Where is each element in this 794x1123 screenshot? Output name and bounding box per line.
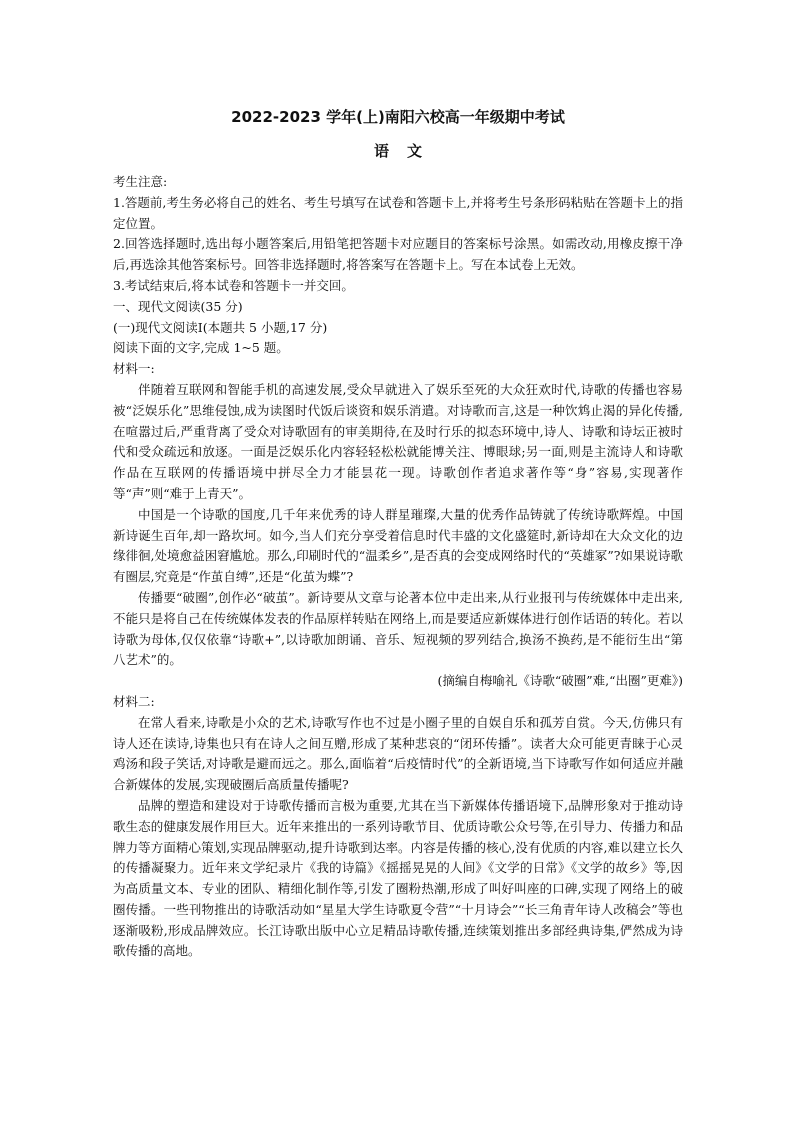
material-two-paragraph: 在常人看来,诗歌是小众的艺术,诗歌写作也不过是小圈子里的自娱自乐和孤芳自赏。今天,仿佛只有诗人还在读诗,诗集也只有在诗人之间互赠,形成了某种悲哀的“闭环传播”。读者大众可能更青睐于心灵鸡汤和段子笑话,对诗歌是避而远之。那么,面临着“后疫情时代”的全新语境,当下诗歌写作如何适应并融合新媒体的发展,实现破圈后高质量传播呢? [113, 714, 683, 793]
exam-notice [113, 172, 683, 297]
notice-heading: 考生注意: [113, 174, 168, 189]
material-two-paragraph: 品牌的塑造和建设对于诗歌传播而言极为重要,尤其在当下新媒体传播语境下,品牌形象对于推动诗歌生态的健康发展作用巨大。近年来推出的一系列诗歌节目、优质诗歌公众号等,在引导力、传播力和品牌力等方面精心策划,实现品牌驱动,提升诗歌到达率。内容是传播的核心,没有优质的内容,难以建立长久的传播凝聚力。近年来文学纪录片《我的诗篇》《摇摇晃晃的人间》《文学的日常》《文学的故乡》等,因为高质量文本、专业的团队、精细化制作等,引发了圈粉热潮,形成了叫好叫座的口碑,实现了网络上的破圈传播。一些刊物推出的诗歌活动如“星星大学生诗歌夏令营”“十月诗会”“长三角青年诗人改稿会”等也逐渐吸粉,形成品牌效应。长江诗歌出版中心立足精品诗歌传播,连续策划推出多部经典诗集,俨然成为诗歌传播的高地。 [113, 797, 683, 959]
exam-page [113, 106, 683, 962]
notice-item-1: 1.答题前,考生务必将自己的姓名、考生号填写在试卷和答题卡上,并将考生号条形码粘贴在答题卡上的指定位置。 [113, 194, 683, 231]
material-one-source: (摘编自梅喻礼《诗歌“破圈”难,“出圈”更难》) [437, 673, 683, 689]
material-two-label: 材料二: [113, 693, 155, 709]
material-one-paragraph: 传播要“破圈”,创作必“破茧”。新诗要从文章与论著本位中走出来,从行业报刊与传统媒体中走出来,不能只是将自己在传统媒体发表的作品原样转贴在网络上,而是要适应新媒体进行创作话语的转化。若以诗歌为母体,仅仅依靠“诗歌+”,以诗歌加朗诵、音乐、短视频的罗列结合,换汤不换药,是不能衍生出“第八艺术”的。 [113, 589, 683, 668]
section-title: 一、现代文阅读(35 分) [113, 298, 243, 314]
reading-section [113, 297, 683, 359]
notice-item-3: 3.考试结束后,将本试卷和答题卡一并交回。 [113, 277, 354, 293]
subject-title: 语文 [373, 142, 440, 160]
material-two [113, 692, 683, 962]
material-one-paragraph: 伴随着互联网和智能手机的高速发展,受众早就进入了娱乐至死的大众狂欢时代,诗歌的传播也容易被“泛娱乐化”思维侵蚀,成为读图时代饭后谈资和娱乐消遣。对诗歌而言,这是一种饮鸩止渴的异化传播,在喧嚣过后,严重背离了受众对诗歌固有的审美期待,在及时行乐的拟态环境中,诗人、诗歌和诗坛正被时代和受众疏远和放逐。一面是泛娱乐化内容轻轻松松就能博关注、博眼球;另一面,则是主流诗人和诗歌作品在互联网的传播语境中拼尽全力才能昙花一现。诗歌创作者追求著作等“身”容易,实现著作等“声”则“难于上青天”。 [113, 381, 683, 501]
exam-title: 2022-2023 学年(上)南阳六校高一年级期中考试 [231, 108, 565, 126]
material-one-label: 材料一: [113, 361, 155, 377]
material-one-paragraph: 中国是一个诗歌的国度,几千年来优秀的诗人群星璀璨,大量的优秀作品铸就了传统诗歌辉煌。中国新诗诞生百年,却一路坎坷。如今,当人们充分享受着信息时代丰盛的文化盛筵时,新诗却在大众文化的边缘徘徊,处境愈益困窘尴尬。那么,印刷时代的“温柔乡”,是否真的会变成网络时代的“英雄冢”?如果说诗歌有圈层,究竟是“作茧自缚”,还是“化茧为蝶”? [113, 506, 683, 585]
section-subtitle: (一)现代文阅读Ⅰ(本题共 5 小题,17 分) [113, 319, 328, 335]
section-instruction: 阅读下面的文字,完成 1~5 题。 [113, 340, 289, 356]
material-one [113, 359, 683, 692]
notice-item-2: 2.回答选择题时,选出每小题答案后,用铅笔把答题卡对应题目的答案标号涂黑。如需改动,用橡皮擦干净后,再选涂其他答案标号。回答非选择题时,将答案写在答题卡上。写在本试卷上无效。 [113, 236, 683, 273]
